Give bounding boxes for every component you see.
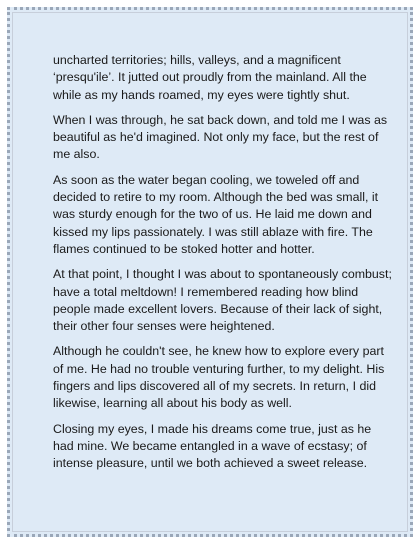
paragraph-2: When I was through, he sat back down, and told me I was as beautiful as he'd imagined. Not only my face, but the rest of me also. (53, 112, 388, 162)
paragraph-3: As soon as the water began cooling, we toweled off and decided to retire to my room. Although the bed was small, it was sturdy enough for the two of us. He laid me down and kissed my lips passionately. I was still ablaze with fire. The flames continued to be stoked hotter and hotter. (53, 172, 379, 256)
decorative-border-frame (7, 7, 413, 537)
story-text (53, 52, 393, 481)
paragraph-5: Although he couldn't see, he knew how to explore every part of me. He had no trouble venturing further, to my delight. His fingers and lips discovered all of my secrets. In return, I did likewise, learning all about his body as well. (53, 344, 385, 411)
paragraph-6: Closing my eyes, I made his dreams come true, just as he had mine. We became entangled in a wave of ecstasy; of intense pleasure, until we both achieved a sweet release. (53, 421, 372, 471)
paragraph-4: At that point, I thought I was about to spontaneously combust; have a total meltdown! I remembered reading how blind people made excellent lovers. Because of their lack of sight, their other four senses were heightened. (53, 267, 392, 334)
paragraph-1: uncharted territories; hills, valleys, and a magnificent ‘presqu'ile’. It jutted out proudly from the mainland. All the while as my hands roamed, my eyes were tightly shut. (53, 53, 367, 102)
